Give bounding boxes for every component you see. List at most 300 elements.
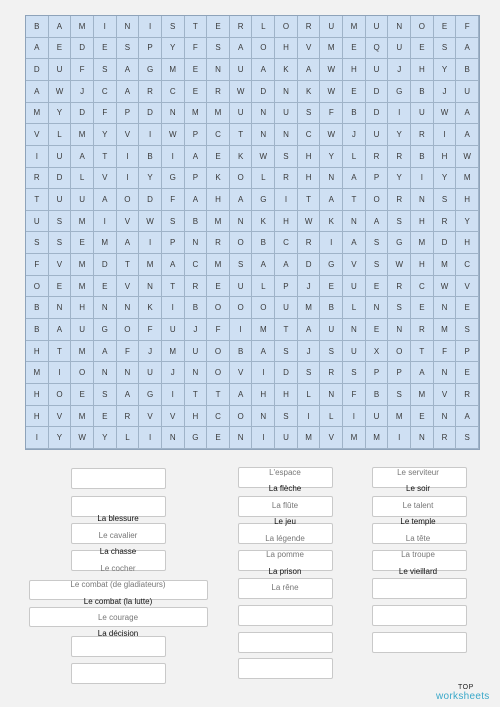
grid-cell[interactable]: U	[49, 146, 72, 168]
grid-cell[interactable]: M	[343, 16, 366, 38]
grid-cell[interactable]: U	[411, 103, 434, 125]
grid-cell[interactable]: N	[94, 362, 117, 384]
grid-cell[interactable]: M	[71, 124, 94, 146]
grid-cell[interactable]: C	[298, 124, 321, 146]
grid-cell[interactable]: T	[230, 124, 253, 146]
grid-cell[interactable]: R	[26, 168, 49, 190]
grid-cell[interactable]: A	[185, 146, 208, 168]
grid-cell[interactable]: E	[343, 81, 366, 103]
grid-cell[interactable]: Y	[456, 211, 479, 233]
grid-cell[interactable]: E	[411, 406, 434, 428]
grid-cell[interactable]: E	[207, 16, 230, 38]
grid-cell[interactable]: S	[162, 16, 185, 38]
grid-cell[interactable]: W	[230, 81, 253, 103]
grid-cell[interactable]: H	[343, 59, 366, 81]
grid-cell[interactable]: W	[298, 211, 321, 233]
grid-cell[interactable]: N	[139, 276, 162, 298]
grid-cell[interactable]: C	[207, 406, 230, 428]
grid-cell[interactable]: J	[162, 362, 185, 384]
grid-cell[interactable]: N	[434, 362, 457, 384]
grid-cell[interactable]: A	[49, 16, 72, 38]
grid-cell[interactable]: D	[252, 81, 275, 103]
grid-cell[interactable]: P	[456, 341, 479, 363]
grid-cell[interactable]: M	[207, 103, 230, 125]
grid-cell[interactable]: A	[26, 38, 49, 60]
grid-cell[interactable]: N	[252, 103, 275, 125]
grid-cell[interactable]: L	[117, 427, 140, 449]
grid-cell[interactable]: E	[49, 38, 72, 60]
word-le-talent[interactable]: Le talent	[402, 501, 434, 510]
grid-cell[interactable]: N	[117, 297, 140, 319]
grid-cell[interactable]: I	[411, 168, 434, 190]
grid-cell[interactable]: W	[388, 254, 411, 276]
grid-cell[interactable]: S	[434, 38, 457, 60]
word-la-tete[interactable]: La tête	[405, 534, 431, 543]
grid-cell[interactable]: R	[207, 232, 230, 254]
grid-cell[interactable]: H	[456, 189, 479, 211]
grid-cell[interactable]: R	[434, 427, 457, 449]
grid-cell[interactable]: J	[388, 59, 411, 81]
grid-cell[interactable]: M	[26, 103, 49, 125]
grid-cell[interactable]: N	[185, 232, 208, 254]
grid-cell[interactable]: N	[411, 427, 434, 449]
grid-cell[interactable]: P	[366, 362, 389, 384]
grid-cell[interactable]: A	[162, 254, 185, 276]
grid-cell[interactable]: A	[275, 254, 298, 276]
grid-cell[interactable]: J	[434, 81, 457, 103]
grid-cell[interactable]: D	[71, 103, 94, 125]
grid-cell[interactable]: J	[298, 276, 321, 298]
grid-cell[interactable]: Y	[49, 427, 72, 449]
grid-cell[interactable]: N	[230, 211, 253, 233]
grid-cell[interactable]: Y	[434, 168, 457, 190]
grid-cell[interactable]: V	[162, 406, 185, 428]
grid-cell[interactable]: W	[320, 81, 343, 103]
grid-cell[interactable]: I	[139, 124, 162, 146]
grid-cell[interactable]: B	[252, 232, 275, 254]
grid-cell[interactable]: J	[185, 319, 208, 341]
grid-cell[interactable]: A	[366, 211, 389, 233]
grid-cell[interactable]: I	[117, 146, 140, 168]
grid-cell[interactable]: U	[275, 297, 298, 319]
grid-cell[interactable]: O	[207, 362, 230, 384]
word-l-espace[interactable]: L'espace	[269, 468, 301, 477]
grid-cell[interactable]: U	[230, 103, 253, 125]
grid-cell[interactable]: D	[139, 189, 162, 211]
grid-cell[interactable]: E	[320, 276, 343, 298]
grid-cell[interactable]: H	[434, 146, 457, 168]
word-la-chasse[interactable]: La chasse	[99, 547, 137, 556]
grid-cell[interactable]: O	[71, 362, 94, 384]
grid-cell[interactable]: F	[320, 103, 343, 125]
grid-cell[interactable]: I	[139, 16, 162, 38]
grid-cell[interactable]: W	[71, 427, 94, 449]
grid-cell[interactable]: I	[388, 427, 411, 449]
grid-cell[interactable]: R	[388, 189, 411, 211]
grid-cell[interactable]: M	[185, 103, 208, 125]
grid-cell[interactable]: A	[298, 59, 321, 81]
grid-cell[interactable]: I	[275, 189, 298, 211]
grid-cell[interactable]: P	[388, 362, 411, 384]
grid-cell[interactable]: F	[207, 319, 230, 341]
grid-cell[interactable]: N	[185, 362, 208, 384]
grid-cell[interactable]: A	[94, 189, 117, 211]
grid-cell[interactable]: H	[26, 406, 49, 428]
grid-cell[interactable]: N	[388, 319, 411, 341]
grid-cell[interactable]: Y	[139, 168, 162, 190]
grid-cell[interactable]: Y	[162, 38, 185, 60]
grid-cell[interactable]: H	[26, 384, 49, 406]
grid-cell[interactable]: H	[252, 384, 275, 406]
grid-cell[interactable]: R	[139, 81, 162, 103]
grid-cell[interactable]: S	[275, 341, 298, 363]
grid-cell[interactable]: L	[343, 146, 366, 168]
grid-cell[interactable]: A	[252, 59, 275, 81]
grid-cell[interactable]: R	[320, 362, 343, 384]
grid-cell[interactable]: N	[49, 297, 72, 319]
grid-cell[interactable]: R	[117, 406, 140, 428]
grid-cell[interactable]: O	[26, 276, 49, 298]
grid-cell[interactable]: V	[230, 362, 253, 384]
grid-cell[interactable]: K	[298, 81, 321, 103]
grid-cell[interactable]: M	[298, 297, 321, 319]
grid-cell[interactable]: O	[275, 16, 298, 38]
grid-cell[interactable]: A	[71, 146, 94, 168]
grid-cell[interactable]: U	[71, 319, 94, 341]
grid-cell[interactable]: D	[298, 254, 321, 276]
grid-cell[interactable]: R	[366, 146, 389, 168]
grid-cell[interactable]: C	[185, 254, 208, 276]
grid-cell[interactable]: M	[71, 16, 94, 38]
grid-cell[interactable]: I	[434, 124, 457, 146]
grid-cell[interactable]: M	[139, 254, 162, 276]
grid-cell[interactable]: P	[366, 168, 389, 190]
grid-cell[interactable]: M	[71, 406, 94, 428]
grid-cell[interactable]: T	[343, 189, 366, 211]
grid-cell[interactable]: B	[26, 297, 49, 319]
grid-cell[interactable]: V	[26, 124, 49, 146]
grid-cell[interactable]: E	[94, 276, 117, 298]
grid-cell[interactable]: A	[117, 59, 140, 81]
grid-cell[interactable]: P	[162, 232, 185, 254]
grid-cell[interactable]: A	[26, 81, 49, 103]
grid-cell[interactable]: Q	[366, 38, 389, 60]
grid-cell[interactable]: E	[207, 276, 230, 298]
grid-cell[interactable]: U	[366, 124, 389, 146]
grid-cell[interactable]: W	[162, 124, 185, 146]
grid-cell[interactable]: I	[320, 232, 343, 254]
grid-cell[interactable]: U	[366, 16, 389, 38]
word-le-jeu[interactable]: Le jeu	[274, 517, 296, 526]
grid-cell[interactable]: M	[366, 427, 389, 449]
grid-cell[interactable]: S	[49, 232, 72, 254]
grid-cell[interactable]: R	[411, 319, 434, 341]
grid-cell[interactable]: N	[117, 16, 140, 38]
grid-cell[interactable]: S	[275, 146, 298, 168]
grid-cell[interactable]: N	[275, 81, 298, 103]
answer-box[interactable]	[238, 605, 333, 626]
grid-cell[interactable]: H	[26, 341, 49, 363]
grid-cell[interactable]: H	[71, 297, 94, 319]
grid-cell[interactable]: M	[162, 341, 185, 363]
grid-cell[interactable]: N	[320, 384, 343, 406]
grid-cell[interactable]: K	[320, 211, 343, 233]
grid-cell[interactable]: D	[275, 362, 298, 384]
grid-cell[interactable]: U	[162, 319, 185, 341]
grid-cell[interactable]: L	[49, 124, 72, 146]
word-la-rene[interactable]: La rêne	[271, 583, 299, 592]
grid-cell[interactable]: M	[343, 427, 366, 449]
word-le-cavalier[interactable]: Le cavalier	[98, 531, 138, 540]
grid-cell[interactable]: I	[94, 16, 117, 38]
grid-cell[interactable]: R	[298, 16, 321, 38]
grid-cell[interactable]: K	[252, 211, 275, 233]
grid-cell[interactable]: G	[94, 319, 117, 341]
grid-cell[interactable]: E	[456, 297, 479, 319]
grid-cell[interactable]: R	[411, 124, 434, 146]
grid-cell[interactable]: Y	[434, 59, 457, 81]
grid-cell[interactable]: A	[230, 384, 253, 406]
grid-cell[interactable]: F	[117, 341, 140, 363]
grid-cell[interactable]: M	[71, 276, 94, 298]
grid-cell[interactable]: P	[185, 124, 208, 146]
grid-cell[interactable]: H	[275, 384, 298, 406]
grid-cell[interactable]: A	[94, 341, 117, 363]
grid-cell[interactable]: S	[94, 384, 117, 406]
grid-cell[interactable]: F	[94, 103, 117, 125]
grid-cell[interactable]: B	[26, 16, 49, 38]
grid-cell[interactable]: G	[162, 168, 185, 190]
grid-cell[interactable]: G	[139, 59, 162, 81]
grid-cell[interactable]: N	[117, 362, 140, 384]
grid-cell[interactable]: R	[185, 276, 208, 298]
answer-box[interactable]	[71, 663, 166, 684]
grid-cell[interactable]: G	[388, 232, 411, 254]
grid-cell[interactable]: W	[434, 276, 457, 298]
grid-cell[interactable]: Y	[49, 103, 72, 125]
grid-cell[interactable]: O	[207, 341, 230, 363]
grid-cell[interactable]: T	[207, 384, 230, 406]
grid-cell[interactable]: O	[366, 189, 389, 211]
grid-cell[interactable]: S	[298, 103, 321, 125]
grid-cell[interactable]: P	[275, 276, 298, 298]
grid-cell[interactable]: O	[49, 384, 72, 406]
grid-cell[interactable]: T	[411, 341, 434, 363]
grid-cell[interactable]: S	[26, 232, 49, 254]
word-le-combat-lutte[interactable]: Le combat (la lutte)	[83, 597, 153, 606]
grid-cell[interactable]: U	[230, 59, 253, 81]
grid-cell[interactable]: V	[456, 276, 479, 298]
grid-cell[interactable]: I	[252, 362, 275, 384]
grid-cell[interactable]: E	[366, 276, 389, 298]
grid-cell[interactable]: N	[434, 406, 457, 428]
grid-cell[interactable]: L	[343, 297, 366, 319]
grid-cell[interactable]: P	[185, 168, 208, 190]
grid-cell[interactable]: S	[388, 211, 411, 233]
grid-cell[interactable]: M	[94, 232, 117, 254]
grid-cell[interactable]: S	[49, 211, 72, 233]
word-la-prison[interactable]: La prison	[268, 567, 302, 576]
grid-cell[interactable]: M	[434, 319, 457, 341]
grid-cell[interactable]: C	[275, 232, 298, 254]
grid-cell[interactable]: M	[456, 168, 479, 190]
grid-cell[interactable]: H	[456, 232, 479, 254]
grid-cell[interactable]: I	[26, 427, 49, 449]
grid-cell[interactable]: U	[366, 59, 389, 81]
grid-cell[interactable]: A	[185, 189, 208, 211]
grid-cell[interactable]: G	[252, 189, 275, 211]
grid-cell[interactable]: V	[139, 406, 162, 428]
grid-cell[interactable]: L	[298, 384, 321, 406]
grid-cell[interactable]: A	[252, 341, 275, 363]
grid-cell[interactable]: U	[366, 406, 389, 428]
grid-cell[interactable]: K	[230, 146, 253, 168]
grid-cell[interactable]: I	[26, 146, 49, 168]
grid-cell[interactable]: B	[230, 341, 253, 363]
grid-cell[interactable]: B	[139, 146, 162, 168]
grid-cell[interactable]: E	[207, 146, 230, 168]
grid-cell[interactable]: R	[207, 81, 230, 103]
grid-cell[interactable]: A	[456, 124, 479, 146]
word-la-troupe[interactable]: La troupe	[401, 550, 435, 559]
grid-cell[interactable]: T	[162, 276, 185, 298]
grid-cell[interactable]: S	[434, 189, 457, 211]
grid-cell[interactable]: N	[343, 211, 366, 233]
grid-cell[interactable]: N	[366, 297, 389, 319]
grid-cell[interactable]: M	[207, 254, 230, 276]
grid-cell[interactable]: T	[26, 189, 49, 211]
grid-cell[interactable]: H	[411, 59, 434, 81]
grid-cell[interactable]: H	[411, 254, 434, 276]
word-la-pomme[interactable]: La pomme	[266, 550, 304, 559]
grid-cell[interactable]: D	[71, 38, 94, 60]
grid-cell[interactable]: V	[320, 427, 343, 449]
grid-cell[interactable]: L	[320, 406, 343, 428]
grid-cell[interactable]: I	[162, 146, 185, 168]
grid-cell[interactable]: U	[49, 59, 72, 81]
grid-cell[interactable]: H	[207, 189, 230, 211]
grid-cell[interactable]: D	[139, 103, 162, 125]
grid-cell[interactable]: V	[49, 254, 72, 276]
grid-cell[interactable]: N	[388, 16, 411, 38]
grid-cell[interactable]: E	[343, 38, 366, 60]
grid-cell[interactable]: W	[320, 59, 343, 81]
grid-cell[interactable]: U	[139, 362, 162, 384]
grid-cell[interactable]: I	[139, 427, 162, 449]
grid-cell[interactable]: A	[230, 38, 253, 60]
grid-cell[interactable]: O	[411, 16, 434, 38]
grid-cell[interactable]: H	[411, 211, 434, 233]
grid-cell[interactable]: H	[298, 168, 321, 190]
grid-cell[interactable]: W	[139, 211, 162, 233]
grid-cell[interactable]: D	[94, 254, 117, 276]
grid-cell[interactable]: W	[434, 103, 457, 125]
grid-cell[interactable]: U	[456, 81, 479, 103]
grid-cell[interactable]: R	[434, 211, 457, 233]
grid-cell[interactable]: S	[456, 427, 479, 449]
grid-cell[interactable]: T	[185, 384, 208, 406]
grid-cell[interactable]: E	[71, 232, 94, 254]
grid-cell[interactable]: H	[275, 211, 298, 233]
grid-cell[interactable]: T	[49, 341, 72, 363]
grid-cell[interactable]: O	[230, 406, 253, 428]
grid-cell[interactable]: V	[117, 276, 140, 298]
grid-cell[interactable]: D	[49, 168, 72, 190]
grid-cell[interactable]: O	[230, 297, 253, 319]
grid-cell[interactable]: F	[26, 254, 49, 276]
grid-cell[interactable]: L	[252, 168, 275, 190]
grid-cell[interactable]: H	[185, 406, 208, 428]
grid-cell[interactable]: C	[411, 276, 434, 298]
grid-cell[interactable]: M	[411, 232, 434, 254]
grid-cell[interactable]: A	[456, 38, 479, 60]
grid-cell[interactable]: J	[139, 341, 162, 363]
word-le-soir[interactable]: Le soir	[405, 484, 431, 493]
grid-cell[interactable]: U	[71, 189, 94, 211]
grid-cell[interactable]: N	[162, 103, 185, 125]
grid-cell[interactable]: V	[49, 406, 72, 428]
grid-cell[interactable]: I	[252, 427, 275, 449]
grid-cell[interactable]: I	[388, 103, 411, 125]
grid-cell[interactable]: E	[71, 384, 94, 406]
grid-cell[interactable]: Y	[320, 146, 343, 168]
grid-cell[interactable]: S	[320, 341, 343, 363]
grid-cell[interactable]: N	[252, 124, 275, 146]
grid-cell[interactable]: N	[162, 427, 185, 449]
grid-cell[interactable]: V	[117, 211, 140, 233]
grid-cell[interactable]: M	[320, 38, 343, 60]
grid-cell[interactable]: A	[117, 232, 140, 254]
grid-cell[interactable]: H	[298, 146, 321, 168]
grid-cell[interactable]: U	[343, 341, 366, 363]
grid-cell[interactable]: B	[185, 211, 208, 233]
word-le-temple[interactable]: Le temple	[400, 517, 436, 526]
grid-cell[interactable]: F	[456, 16, 479, 38]
grid-cell[interactable]: A	[117, 81, 140, 103]
word-le-cocher[interactable]: Le cocher	[100, 564, 136, 573]
grid-cell[interactable]: P	[139, 38, 162, 60]
grid-cell[interactable]: U	[320, 16, 343, 38]
grid-cell[interactable]: A	[343, 232, 366, 254]
grid-cell[interactable]: S	[298, 362, 321, 384]
grid-cell[interactable]: N	[230, 427, 253, 449]
grid-cell[interactable]: F	[71, 59, 94, 81]
answer-box[interactable]	[238, 658, 333, 679]
grid-cell[interactable]: F	[139, 319, 162, 341]
grid-cell[interactable]: S	[117, 38, 140, 60]
grid-cell[interactable]: A	[298, 319, 321, 341]
grid-cell[interactable]: M	[71, 341, 94, 363]
grid-cell[interactable]: E	[411, 297, 434, 319]
grid-cell[interactable]: U	[320, 319, 343, 341]
grid-cell[interactable]: M	[388, 406, 411, 428]
word-la-blessure[interactable]: La blessure	[97, 514, 139, 523]
grid-cell[interactable]: E	[434, 16, 457, 38]
grid-cell[interactable]: I	[117, 168, 140, 190]
grid-cell[interactable]: M	[298, 427, 321, 449]
grid-cell[interactable]: S	[366, 254, 389, 276]
grid-cell[interactable]: O	[252, 297, 275, 319]
answer-box[interactable]	[238, 632, 333, 653]
grid-cell[interactable]: B	[366, 384, 389, 406]
answer-box[interactable]	[372, 578, 467, 599]
grid-cell[interactable]: J	[298, 341, 321, 363]
grid-cell[interactable]: R	[388, 276, 411, 298]
grid-cell[interactable]: B	[343, 103, 366, 125]
grid-cell[interactable]: S	[230, 254, 253, 276]
answer-box[interactable]	[372, 605, 467, 626]
grid-cell[interactable]: C	[207, 124, 230, 146]
